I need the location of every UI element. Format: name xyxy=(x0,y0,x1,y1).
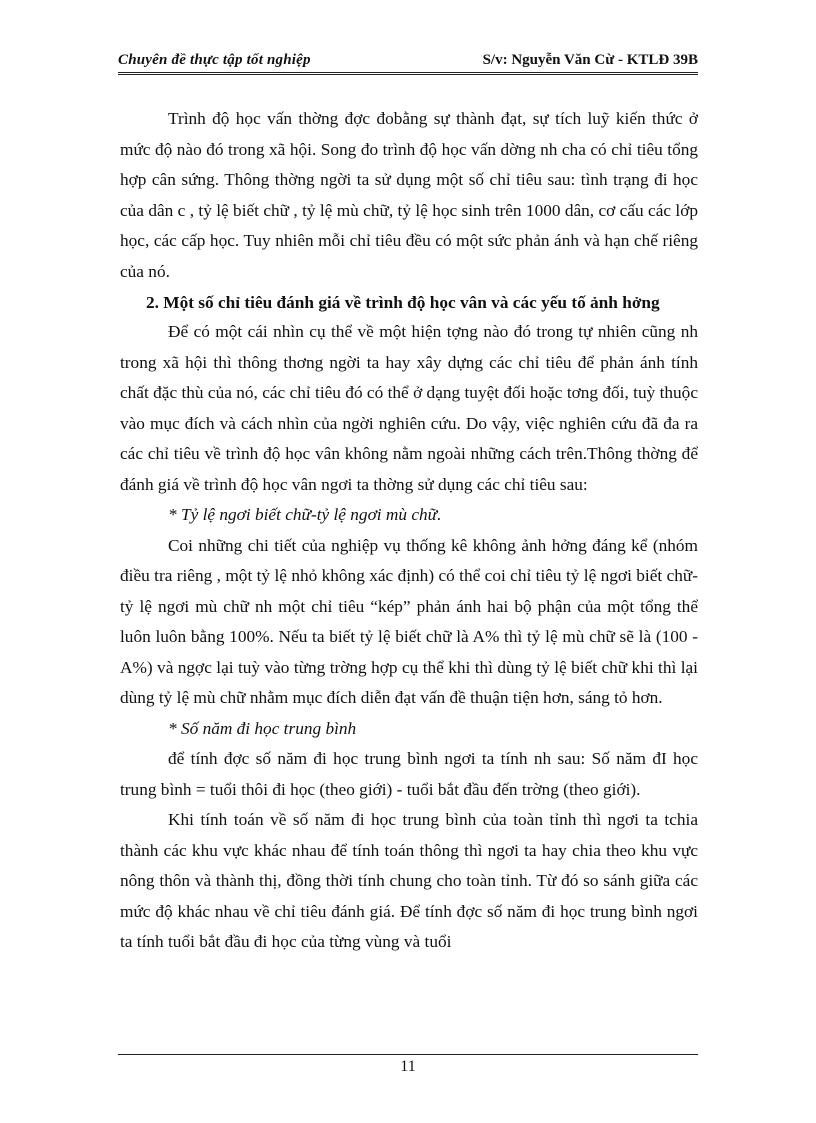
paragraph-schooling-regions: Khi tính toán về số năm đi học trung bình của toàn tỉnh thì ngơi ta tchia thành các khu vực khác nhau để tính toán thông thì ngơi ta hay chia theo khu vực nông thôn và thành thị, đồng thời tính chung cho toàn tỉnh. Từ đó so sánh giữa các mức độ khác nhau về chỉ tiêu đánh giá. Để tính đợc số năm đi học trung bình ngơi ta tính tuổi bắt đầu đi học của từng vùng và tuổi xyxy=(120,810,698,951)
paragraph-schooling-formula: để tính đợc số năm đi học trung bình ngơi ta tính nh sau: Số năm đI học trung bình = tuổi thôi đi học (theo giới) - tuổi bắt đầu đến trờng (theo giới). xyxy=(120,749,698,799)
paragraph-literacy: Coi những chi tiết của nghiệp vụ thống kê không ảnh hởng đáng kể (nhóm điều tra riêng , một tỷ lệ nhỏ không xác định) có thể coi chỉ tiêu tỷ lệ ngơi biết chữ-tỷ lệ ngơi mù chữ nh một chỉ tiêu “kép” phản ánh hai bộ phận của một tổng thể luôn luôn bằng 100%. Nếu ta biết tỷ lệ biết chữ là A% thì tỷ lệ mù chữ sẽ là (100 - A%) và ngợc lại tuỳ vào từng trờng hợp cụ thể khi thì dùng tỷ lệ biết chữ khi thì lại dùng tỷ lệ mù chữ nhằm mục đích diễn đạt vấn đề thuận tiện hơn, sáng tỏ hơn. xyxy=(120,535,698,707)
header-divider xyxy=(118,72,698,75)
footer-divider xyxy=(118,1054,698,1055)
subheading-schooling-years: * Số năm đi học trung bình xyxy=(168,718,357,738)
paragraph-intro: Trình độ học vấn thờng đợc đobằng sự thành đạt, sự tích luỹ kiến thức ở mức độ nào đó trong xã hội. Song đo trình độ học vấn dờng nh cha có chỉ tiêu tổng hợp cân sứng. Thông thờng ngời ta sử dụng một số chỉ tiêu sau: tình trạng đi học của dân c , tỷ lệ biết chữ , tỷ lệ mù chữ, tỷ lệ học sinh trên 1000 dân, cơ cấu các lớp học, các cấp học. Tuy nhiên mỗi chỉ tiêu đều có một sức phản ánh và hạn chế riêng của nó. xyxy=(120,109,698,281)
subheading-literacy-rate: * Tỷ lệ ngơi biết chữ-tỷ lệ ngơi mù chữ. xyxy=(168,505,442,524)
page-header xyxy=(118,52,698,72)
page-number: 11 xyxy=(400,1058,416,1075)
header-author: S/v: Nguyễn Văn Cừ - KTLĐ 39B xyxy=(482,52,698,68)
header-document-title: Chuyên đề thực tập tốt nghiệp xyxy=(118,52,311,68)
paragraph-indicators: Để có một cái nhìn cụ thể về một hiện tợng nào đó trong tự nhiên cũng nh trong xã hội thì thông thơng ngời ta hay xây dựng các chỉ tiêu để phản ánh tính chất đặc thù của nó, các chỉ tiêu đó có thể ở dạng tuyệt đối hoặc tơng đối, tuỳ thuộc vào mục đích và cách nhìn của ngời nghiên cứu. Do vậy, việc nghiên cứu đã đa ra các chỉ tiêu về trình độ học vân không nằm ngoài những cách trên.Thông thờng để đánh giá về trình độ học vân ngơi ta thờng sử dụng các chỉ tiêu sau: xyxy=(120,322,698,494)
section-heading: 2. Một số chỉ tiêu đánh giá về trình độ học vân và các yếu tố ảnh hởng xyxy=(146,293,660,312)
document-body xyxy=(120,104,698,958)
